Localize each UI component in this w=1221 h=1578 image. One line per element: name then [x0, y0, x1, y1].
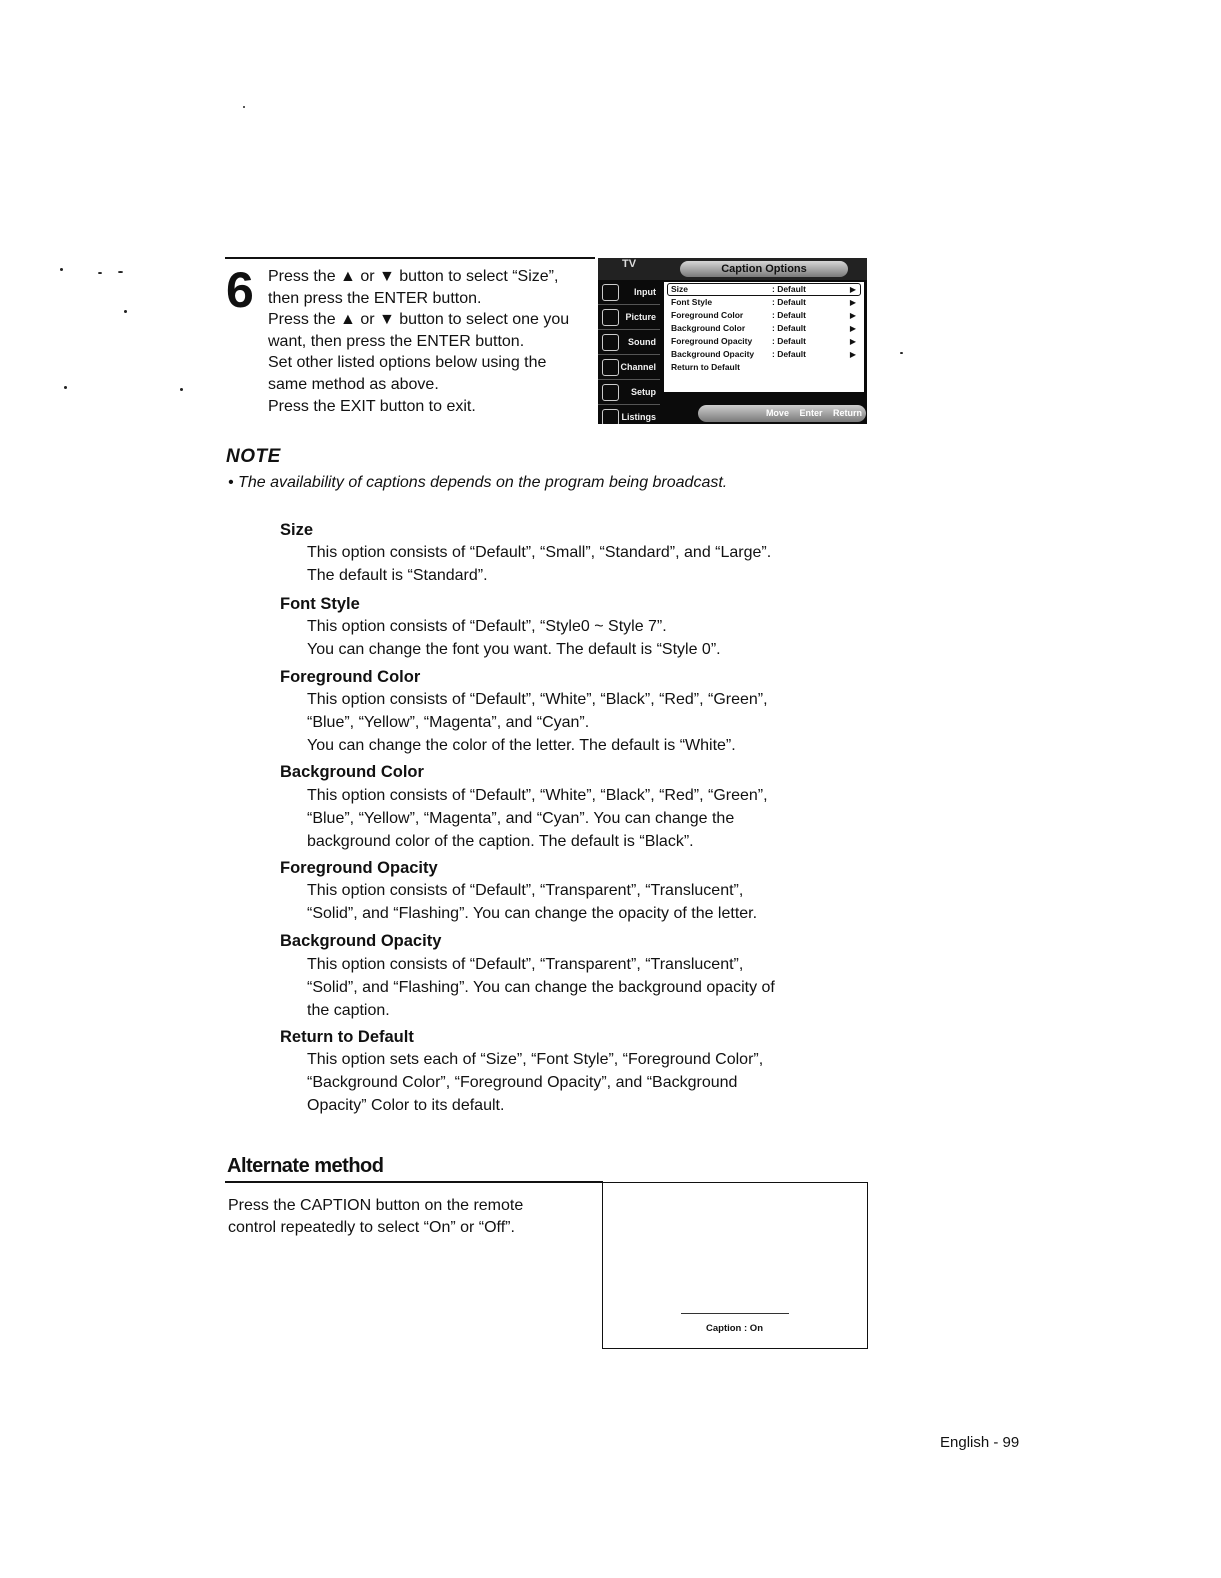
arrow-right-icon: ▶ [849, 298, 856, 307]
step-line: Press the EXIT button to exit. [268, 397, 476, 415]
input-icon [602, 284, 619, 301]
osd-menu-channel: Channel [598, 355, 660, 380]
osd-nav-bar [698, 405, 866, 422]
osd-row-foreground-color: Foreground Color : Default ▶ [671, 310, 856, 320]
option-desc-background-opacity: This option consists of “Default”, “Transparent”, “Translucent”, “Solid”, and “Flashing”. You can change the background opacity of the caption. [307, 956, 775, 1020]
osd-row-return-default: Return to Default [671, 362, 740, 372]
option-title-size: Size [280, 521, 314, 539]
osd-return-hint: Return [833, 408, 862, 418]
step-line: want, then press the ENTER button. [268, 332, 525, 350]
caption-line [681, 1313, 789, 1314]
option-desc-background-color: This option consists of “Default”, “White”, “Black”, “Red”, “Green”, “Blue”, “Yellow”, “Magenta”, and “Cyan”. You can change the background color of the caption. The default is “Black”. [307, 787, 768, 851]
step-line: Press the ▲ or ▼ button to select “Size”, [268, 268, 559, 285]
option-title-foreground-opacity: Foreground Opacity [280, 859, 438, 877]
arrow-right-icon: ▶ [849, 337, 856, 346]
sound-icon [602, 334, 619, 351]
alternate-instructions: Press the CAPTION button on the remote control repeatedly to select “On” or “Off”. [228, 1197, 524, 1236]
option-title-return-default: Return to Default [280, 1028, 414, 1046]
note-text: • The availability of captions depends on the program being broadcast. [228, 474, 728, 491]
option-title-background-opacity: Background Opacity [280, 932, 442, 950]
caption-preview-box [602, 1182, 868, 1349]
option-desc-return-default: This option sets each of “Size”, “Font Style”, “Foreground Color”, “Background Color”, “Foreground Opacity”, and “Background Opacity” Color to its default. [307, 1051, 764, 1115]
step-number: 6 [226, 262, 254, 318]
osd-sidebar [598, 280, 660, 424]
osd-row-font-style: Font Style : Default ▶ [671, 297, 856, 307]
osd-move-hint: Move [765, 408, 789, 418]
osd-row-background-opacity: Background Opacity : Default ▶ [671, 349, 856, 359]
osd-row-foreground-opacity: Foreground Opacity : Default ▶ [671, 336, 856, 346]
channel-icon [602, 359, 619, 376]
osd-row-size: Size : Default ▶ [667, 283, 861, 296]
alternate-method-heading: Alternate method [227, 1155, 384, 1177]
option-desc-font-style: This option consists of “Default”, “Style0 ~ Style 7”. You can change the font you want. The default is “Style 0”. [307, 618, 721, 659]
osd-tv-label: TV [622, 258, 637, 270]
option-title-font-style: Font Style [280, 595, 360, 613]
alternate-divider [225, 1181, 603, 1183]
option-desc-size: This option consists of “Default”, “Small”, “Standard”, and “Large”. The default is “Standard”. [307, 544, 772, 585]
caption-status: Caption : On [706, 1323, 763, 1334]
arrow-right-icon: ▶ [849, 350, 856, 359]
arrow-right-icon: ▶ [849, 311, 856, 320]
step-line: Set other listed options below using the [268, 354, 547, 372]
step-divider [225, 257, 595, 259]
osd-options-panel [664, 282, 864, 392]
osd-menu-sound: Sound [598, 330, 660, 355]
arrow-right-icon: ▶ [849, 324, 856, 333]
step-line: Press the ▲ or ▼ button to select one you [268, 311, 570, 329]
osd-menu-listings: Listings [598, 405, 660, 424]
arrow-right-icon: ▶ [849, 285, 856, 294]
step-line: then press the ENTER button. [268, 289, 482, 307]
osd-menu-picture: Picture [598, 305, 660, 330]
osd-row-background-color: Background Color : Default ▶ [671, 323, 856, 333]
option-desc-foreground-opacity: This option consists of “Default”, “Transparent”, “Translucent”, “Solid”, and “Flashing”. You can change the opacity of the letter. [307, 882, 758, 923]
setup-icon [602, 384, 619, 401]
option-title-foreground-color: Foreground Color [280, 668, 421, 686]
picture-icon [602, 309, 619, 326]
caption-options-screenshot [598, 258, 867, 424]
option-desc-foreground-color: This option consists of “Default”, “White”, “Black”, “Red”, “Green”, “Blue”, “Yellow”, “Magenta”, and “Cyan”. You can change the color of the letter. The default is “White”. [307, 691, 768, 755]
step-instructions [268, 266, 598, 417]
osd-title: Caption Options [680, 261, 848, 277]
page-number: English - 99 [940, 1434, 1020, 1451]
option-title-background-color: Background Color [280, 763, 424, 781]
osd-enter-hint: Enter [799, 408, 823, 418]
step-line: same method as above. [268, 375, 439, 393]
osd-menu-setup: Setup [598, 380, 660, 405]
osd-menu-input: Input [598, 280, 660, 305]
listings-icon [602, 409, 619, 424]
note-heading: NOTE [226, 446, 281, 467]
